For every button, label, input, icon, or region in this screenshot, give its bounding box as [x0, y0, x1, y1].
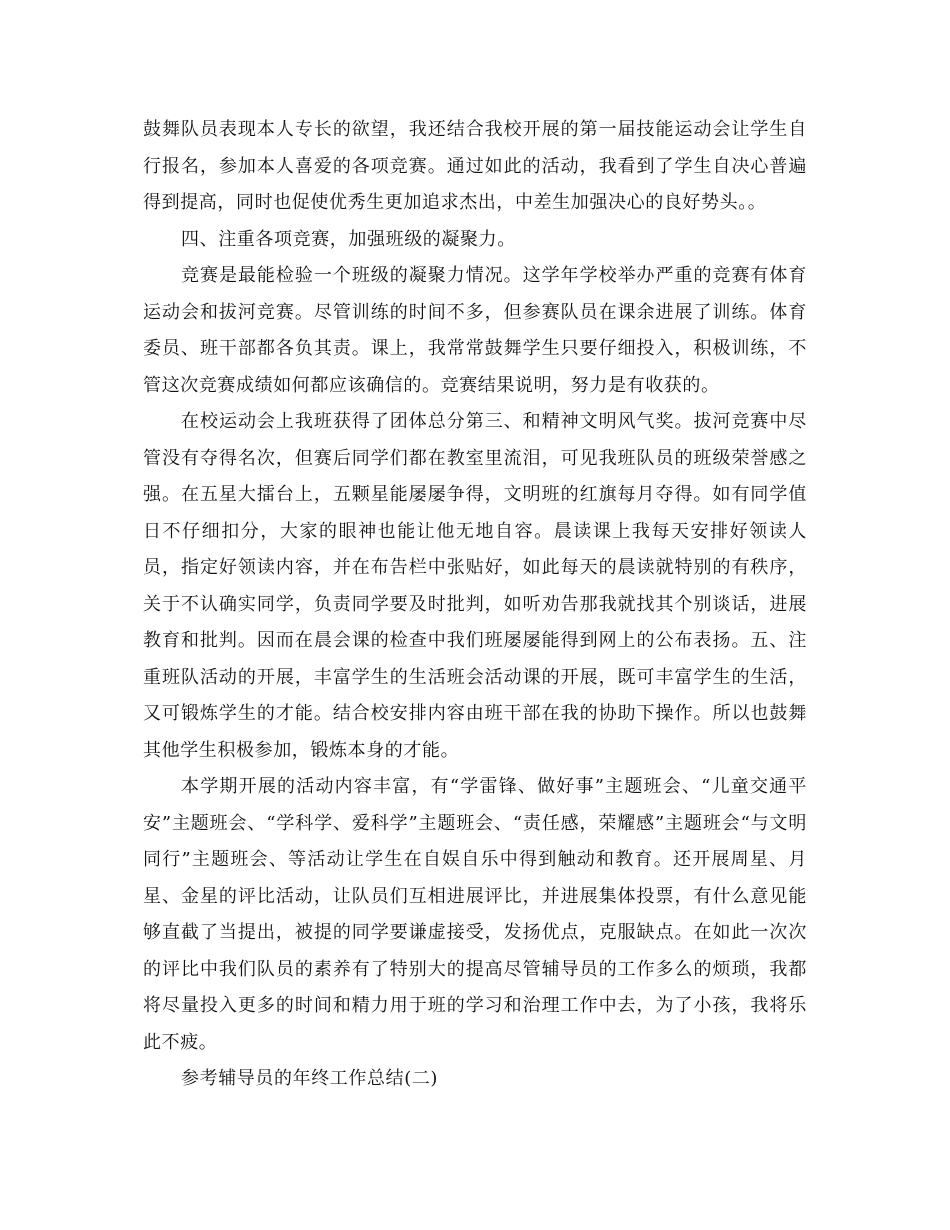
paragraph-continuation: 鼓舞队员表现本人专长的欲望，我还结合我校开展的第一届技能运动会让学生自行报名，参加本人喜爱的各项竞赛。通过如此的活动，我看到了学生自决心普遍得到提高，同时也促使优秀生更加追求杰出，中差生加强决心的良好势头。。: [143, 119, 807, 213]
document-body: [143, 112, 807, 1098]
section-title-two: 参考辅导员的年终工作总结(二): [181, 1068, 439, 1089]
paragraph-activities: 本学期开展的活动内容丰富，有“学雷锋、做好事”主题班会、“儿童交通平安”主题班会、“学科学、爱科学”主题班会、“责任感，荣耀感”主题班会“与文明同行”主题班会、等活动让学生在自娱自乐中得到触动和教育。还开展周星、月星、金星的评比活动，让队员们互相进展评比，并进展集体投票，有什么意见能够直截了当提出，被提的同学要谦虚接受，发扬优点，克服缺点。在如此一次次的评比中我们队员的素养有了特别大的提高尽管辅导员的工作多么的烦琐，我都将尽量投入更多的时间和精力用于班的学习和治理工作中去，为了小孩，我将乐此不疲。: [143, 776, 807, 1053]
paragraph-competition: 竞赛是最能检验一个班级的凝聚力情况。这学年学校举办严重的竞赛有体育运动会和拔河竞赛。尽管训练的时间不多，但参赛队员在课余进展了训练。体育委员、班干部都各负其责。课上，我常常鼓舞学生只要仔细投入，积极训练，不管这次竞赛成绩如何都应该确信的。竞赛结果说明，努力是有收获的。: [143, 265, 807, 396]
section-heading-four: 四、注重各项竞赛，加强班级的凝聚力。: [181, 228, 516, 250]
paragraph-sports-meet: 在校运动会上我班获得了团体总分第三、和精神文明风气奖。拔河竞赛中尽管没有夺得名次，但赛后同学们都在教室里流泪，可见我班队员的班级荣誉感之强。在五星大擂台上，五颗星能屡屡争得，文明班的红旗每月夺得。如有同学值日不仔细扣分，大家的眼神也能让他无地自容。晨读课上我每天安排好领读人员，指定好领读内容，并在布告栏中张贴好，如此每天的晨读就特别的有秩序，关于不认确实同学，负责同学要及时批判，如听劝告那我就找其个别谈话，进展教育和批判。因而在晨会课的检查中我们班屡屡能得到网上的公布表扬。五、注重班队活动的开展，丰富学生的生活班会活动课的开展，既可丰富学生的生活，又可锻炼学生的才能。结合校安排内容由班干部在我的协助下操作。所以也鼓舞其他学生积极参加，锻炼本身的才能。: [143, 411, 807, 761]
